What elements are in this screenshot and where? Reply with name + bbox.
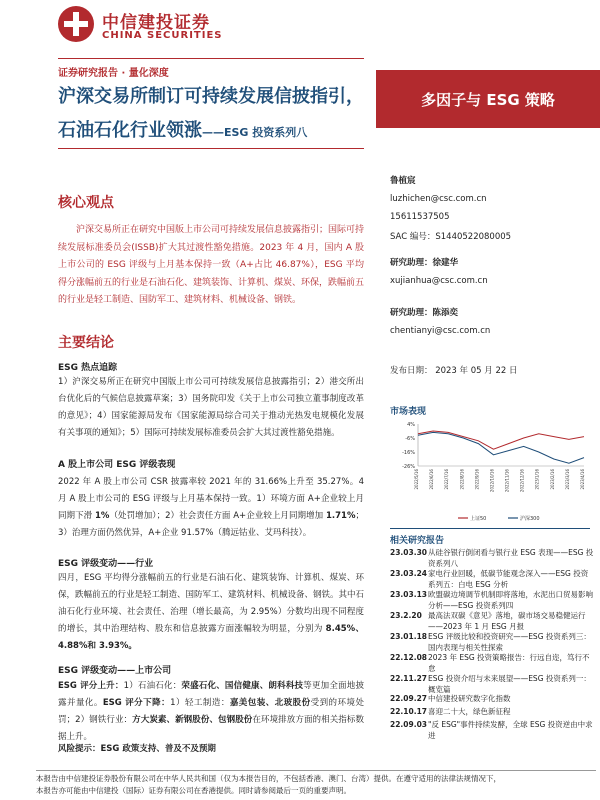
related-item-title: 从硅谷银行倒闭看与银行业 ESG 表现——ESG 投资系列八 [428,548,594,568]
logo-en-text: CHINA SECURITIES [102,30,223,41]
rating-text-a: 2022 年 A 股上市公司 CSR 披露率较 2021 年的 31.66%上升至 35.27%。4 月 A 股上市公司的 ESG 评级与上月基本保持一致。1）环境方面 A+企业较上月同期下滑 [58,477,364,521]
publish-date: 发布日期： 2023 年 05 月 22 日 [390,366,518,376]
related-item-date: 23.03.30 [390,548,428,557]
related-item-title: 中信建投研究数字化指数 [428,694,511,703]
analyst-3-role: 研究助理：陈添奕 [390,308,459,318]
x-tick-label: 2022/6/16 [429,469,435,490]
hotspot-body: 1）沪深交易所正在研究中国版上市公司可持续发展信息披露指引；2）港交所出台优化后的气候信息披露草案；3）国务院印发《关于上市公司独立董事制度改革的意见》；4）国家能源局发布《国家能源局综合司关于推动光热发电规模化发展有关事项的通知》；5）国际可持续发展标准委员会扩大其过渡性豁免措施。 [58,377,364,438]
industry-body [58,570,364,655]
company-text-4: 受到的环境处罚；2）钢铁行业： [58,698,364,725]
related-item-title: 喜迎二十大，绿色新征程 [428,707,511,716]
industry-title: ESG 评级变动——行业 [58,559,154,569]
market-title: 市场表现 [390,407,427,417]
x-tick-label: 2022/5/16 [414,469,419,490]
related-item-date: 23.03.13 [390,590,428,599]
x-tick-label: 2023/1/16 [534,469,540,490]
logo-emblem-icon [58,6,94,42]
rating-text-c: ；3）治理方面仍然优异，A+企业 91.57%（腾远钴业、艾玛科技）。 [58,511,364,538]
company-bold-2: 荣盛石化、国信健康、朗科科技 [181,681,304,691]
company-bold-4: 嘉美包装、北玻股份 [229,698,311,708]
report-type: 证券研究报告 · 量化深度 [58,68,169,79]
related-item-title: ESG 评级比较和投资研究——ESG 投资系列三：国内表现与相关性探索 [428,632,591,652]
related-item-title: ESG 投资介绍与未来展望——ESG 投资系列一：概览篇 [428,674,591,694]
rating-bold-2: 1.71% [325,511,356,521]
y-tick-label: -26% [402,464,415,470]
rating-bold-1: 1% [95,511,110,521]
related-item-date: 23.03.24 [390,569,428,578]
x-tick-label: 2023/3/16 [564,469,570,490]
y-tick-label: 4% [407,422,415,428]
company-bold-3: ESG 评分下降： [102,698,171,708]
x-tick-label: 2022/11/16 [504,469,510,493]
x-tick-label: 2022/9/16 [474,469,480,490]
rating-title: A 股上市公司 ESG 评级表现 [58,460,176,470]
industry-text: 四月，ESG 平均得分涨幅前五的行业是石油石化、建筑装饰、计算机、煤炭、环保，跌幅前五的行业是轻工制造、国防军工、建筑材料、机械设备、钢铁。其中石油石化行业环境、社会责任、治理（增长最高，为 2.95%）分数均出现不同程度的增长，其中治理结构、股东和信息披露方面涨幅较为明显，分别为 [58,573,365,634]
market-chart [388,418,588,524]
analyst-1-email[interactable]: luzhichen@csc.com.cn [390,194,487,204]
related-item-date: 22.12.08 [390,653,428,662]
risk-warning: 风险提示：ESG 政策支持、普及不及预期 [58,744,216,754]
core-body: 沪深交易所正在研究中国版上市公司可持续发展信息披露指引；国际可持续发展标准委员会(ISSB)扩大其过渡性豁免措施。2023 年 4 月，国内 A 股上市公司的 ESG 评级与上月基本保持一致（A+占比 46.87%），ESG 平均得分涨幅前五的行业是石油石化、建筑装饰、计算机、煤炭、环保，跌幅前五的行业是轻工制造、国防军工、建筑材料、机械设备、钢铁。 [58,225,365,305]
y-tick-label: -16% [402,450,415,456]
core-heading: 核心观点 [58,195,114,211]
title-line-2 [58,116,307,142]
x-tick-label: 2022/7/16 [444,469,450,490]
analyst-2-role: 研究助理：徐建华 [390,258,459,268]
series-line-1 [418,432,584,463]
logo-cn-text: 中信建投证券 [102,13,210,33]
company-title: ESG 评级变动——上市公司 [58,666,172,676]
company-bold-5: 方大炭素、新钢股份、包钢股份 [132,715,253,725]
analyst-2-email[interactable]: xujianhua@csc.com.cn [390,276,488,286]
related-title: 相关研究报告 [390,536,445,546]
analyst-3-email[interactable]: chentianyi@csc.com.cn [390,326,491,336]
footer-disclaimer [36,773,596,797]
footer-divider [36,770,596,771]
title-divider [58,148,364,149]
y-tick-label: -6% [405,436,415,442]
related-divider [390,528,590,529]
company-text-5: 在环境排放方面的相关指标数据上升。 [58,715,364,742]
company-text-1: 1）石油石化： [123,681,182,691]
related-item-title: 2023 年 ESG 投资策略报告：行远自迩，笃行不怠 [428,653,590,673]
company-body [58,678,364,746]
analyst-1-name: 鲁植宸 [390,176,416,186]
related-item-title: 欧盟碳边境调节机制即将落地，水泥出口贸易影响分析——ESG 投资系列四 [428,590,593,610]
analyst-1-sac: SAC 编号：S1440522080005 [390,232,512,242]
x-tick-label: 2023/2/16 [549,469,555,490]
title-series: ——ESG 投资系列八 [202,126,308,139]
analyst-1-phone: 15611537505 [390,212,450,222]
title-main: 石油石化行业领涨 [58,120,202,141]
x-tick-label: 2023/4/16 [580,469,585,490]
related-item-date: 22.10.17 [390,707,428,716]
related-item-title: "反 ESG"事件持续发酵，全球 ESG 投资逆由中求进 [428,720,593,740]
related-item-date: 22.11.27 [390,674,428,683]
x-tick-label: 2022/12/16 [519,469,525,493]
related-item-date: 22.09.03 [390,720,428,729]
rating-text-b: （处罚增加）；2）社会责任方面 A+企业较上月同期增加 [109,511,326,521]
company-bold-1: ESG 评分上升： [58,681,124,691]
legend-label: 上证50 [470,516,487,522]
company-text-2: 等更加全面地披露并量化。 [58,681,364,708]
company-text-3: 1）轻工制造： [170,698,230,708]
strategy-banner: 多因子与 ESG 策略 [376,70,600,128]
related-item-title: 最高法双碳《意见》落地，碳市场交易稳健运行——2023 年 1 月 ESG 月报 [428,611,586,631]
related-item-date: 22.09.27 [390,694,428,703]
legend-label: 沪深300 [520,516,540,522]
x-tick-label: 2022/10/16 [489,469,495,493]
footer-line-2: 本报告亦可能由中信建投（国际）证券有限公司在香港提供。同时请参阅最后一页的重要声明。 [36,786,351,795]
header-divider [58,58,364,59]
rating-body [58,474,364,542]
related-item-date: 23.2.20 [390,611,422,620]
company-logo [58,6,238,48]
x-tick-label: 2022/8/16 [459,469,465,490]
title-line-1: 沪深交易所制订可持续发展信披指引， [58,86,364,107]
industry-bold: 8.45%、4.88%和 3.93%。 [58,624,364,651]
footer-line-1: 本报告由中信建投证券股份有限公司在中华人民共和国（仅为本报告目的，不包括香港、澳门、台湾）提供。在遵守适用的法律法规情况下， [36,774,501,783]
hotspot-title: ESG 热点追踪 [58,363,118,373]
related-item-date: 23.01.18 [390,632,428,641]
conclusions-heading: 主要结论 [58,335,114,351]
related-item-title: 家电行业回暖，低碳节能观念深入——ESG 投资系列五：白电 ESG 分析 [428,569,589,589]
